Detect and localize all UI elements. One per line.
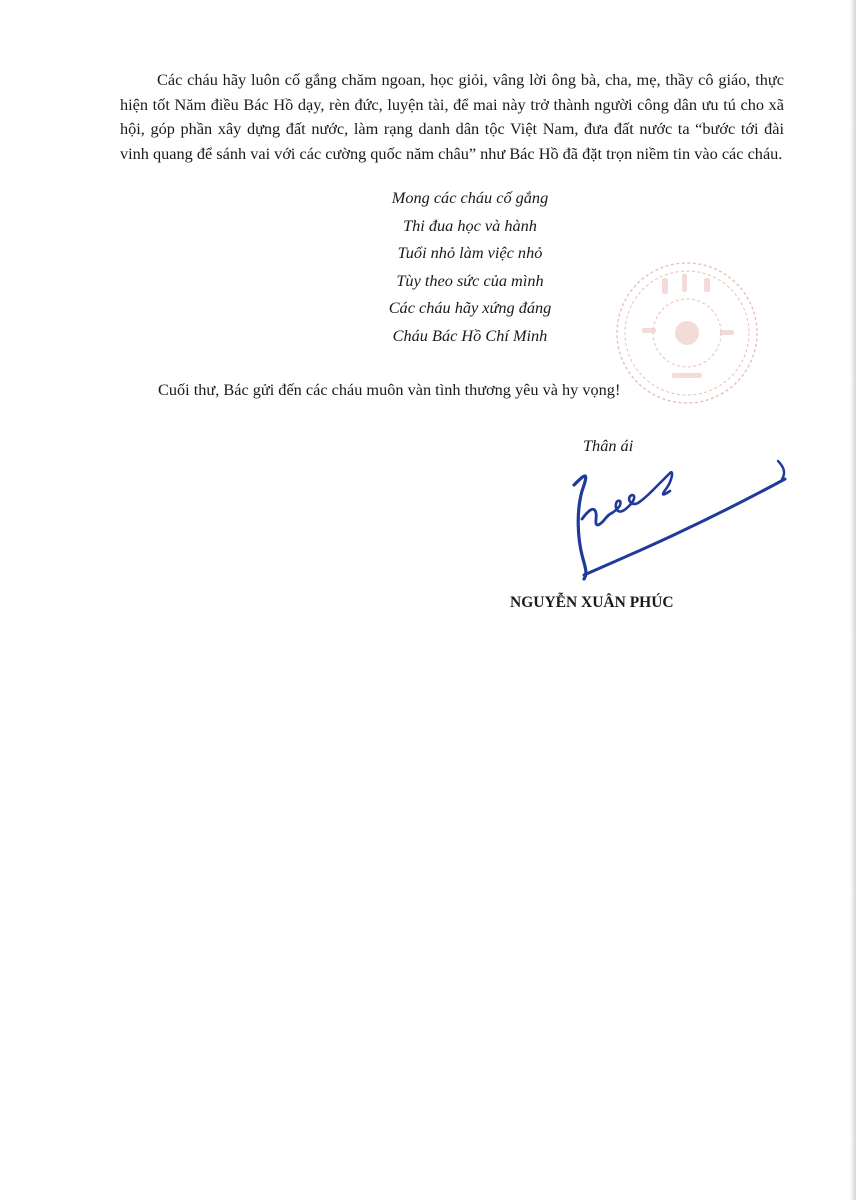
- poem-line: Tuổi nhỏ làm việc nhỏ: [397, 243, 543, 263]
- handwritten-signature-icon: [560, 455, 800, 590]
- poem-line: Mong các cháu cố gắng: [391, 188, 549, 207]
- salutation: Thân ái: [583, 436, 634, 455]
- official-seal-icon: [612, 258, 762, 408]
- poem-line: Cháu Bác Hồ Chí Minh: [392, 325, 548, 345]
- poem-line: Các cháu hãy xứng đáng: [388, 298, 552, 318]
- closing-line: Cuối thư, Bác gửi đến các cháu muôn vàn tình thương yêu và hy vọng!: [158, 380, 621, 399]
- signer-name: NGUYỄN XUÂN PHÚC: [510, 594, 674, 611]
- body-paragraph: Các cháu hãy luôn cố gắng chăm ngoan, học giỏi, vâng lời ông bà, cha, mẹ, thầy cô giáo, thực hiện tốt Năm điều Bác Hồ dạy, rèn đức, luyện tài, để mai này trở thành người công dân ưu tú cho xã hội, góp phần xây dựng đất nước, làm rạng danh dân tộc Việt Nam, đưa đất nước ta “bước tới đài vinh quang để sánh vai với các cường quốc năm châu” như Bác Hồ đã đặt trọn niềm tin vào các cháu.: [120, 70, 784, 163]
- page-edge: [850, 0, 856, 1200]
- poem-line: Thi đua học và hành: [403, 215, 537, 235]
- poem-line: Tùy theo sức của mình: [396, 270, 544, 290]
